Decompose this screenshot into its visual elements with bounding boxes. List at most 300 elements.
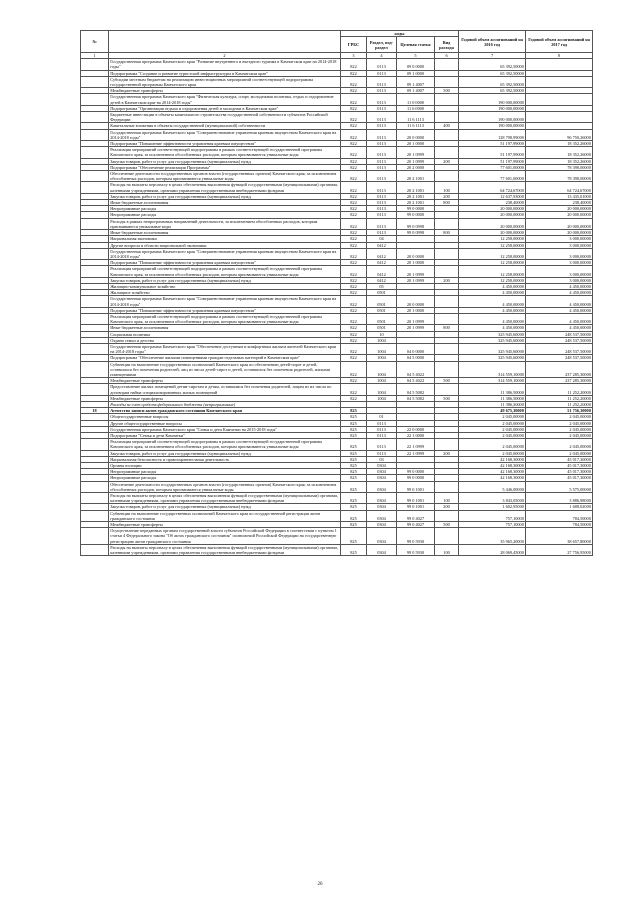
row-razdel: 0412	[367, 266, 397, 277]
row-vid	[435, 266, 459, 277]
row-value-2017: 45 017,30000	[526, 469, 593, 475]
row-grbs: 822	[341, 337, 367, 343]
row-vid	[435, 218, 459, 229]
row-grbs: 825	[341, 414, 367, 420]
row-target: 22 1 0000	[397, 433, 435, 439]
row-grbs: 825	[341, 439, 367, 450]
row-name: Непрограммные расходы	[109, 469, 341, 475]
row-name: Закупка товаров, работ и услуг для государственных (муниципальных) нужд	[109, 158, 341, 164]
row-razdel: 0113	[367, 218, 397, 229]
row-name: Государственная программа Камчатского края "Развитие внутреннего и въездного туризма в Камчатском крае на 2014-2018 годы"	[109, 59, 341, 70]
table-row	[81, 528, 593, 545]
row-value-2016: 4 450,00000	[459, 290, 526, 296]
row-razdel: 0412	[367, 277, 397, 283]
row-value-2017: 238,40000	[526, 200, 593, 206]
row-grbs: 825	[341, 475, 367, 481]
row-target: 99 0 0000	[397, 212, 435, 218]
row-name: Подпрограмма "Повышение эффективности управления краевым имуществом"	[109, 307, 341, 313]
row-value-2017: 20 000,00000	[526, 218, 593, 229]
table-row	[81, 76, 593, 87]
row-name: Жилищное хозяйство	[109, 290, 341, 296]
row-grbs: 822	[341, 171, 367, 182]
row-target: 20 2 1001	[397, 200, 435, 206]
row-value-2016: 2 045,00000	[459, 433, 526, 439]
row-vid	[435, 528, 459, 545]
row-value-2017: 51 756,30000	[526, 408, 593, 414]
row-name: Другие вопросы в области национальной экономики	[109, 242, 341, 248]
row-razdel: 0113	[367, 59, 397, 70]
row-razdel: 0304	[367, 493, 397, 504]
row-grbs: 822	[341, 236, 367, 242]
table-row	[81, 439, 593, 450]
row-razdel: 1004	[367, 395, 397, 401]
row-value-2016: 20 000,00000	[459, 212, 526, 218]
row-name: Закупка товаров, работ и услуг для государственных (муниципальных) нужд	[109, 504, 341, 510]
row-value-2017: 2 045,00000	[526, 433, 593, 439]
row-value-2016: 49 675,30000	[459, 408, 526, 414]
row-number	[81, 343, 109, 354]
row-vid	[435, 481, 459, 492]
row-razdel: 0113	[367, 141, 397, 147]
row-grbs: 822	[341, 212, 367, 218]
row-target: 04 5 5082	[397, 395, 435, 401]
row-value-2017: 2 045,00000	[526, 450, 593, 456]
row-grbs: 825	[341, 450, 367, 456]
row-vid	[435, 147, 459, 158]
row-grbs: 822	[341, 200, 367, 206]
row-value-2017: 1 688,02000	[526, 504, 593, 510]
row-target: 20 2 1001	[397, 193, 435, 199]
row-name: Охрана семьи и детства	[109, 337, 341, 343]
row-value-2016: 12 258,00000	[459, 248, 526, 259]
row-value-2017: 4 450,00000	[526, 313, 593, 324]
row-value-2016: 77 601,00000	[459, 164, 526, 170]
row-name: Межбюджетные трансферты	[109, 522, 341, 528]
col-vid-header: Вид расхода	[435, 37, 459, 53]
row-razdel: 0113	[367, 158, 397, 164]
row-target: 99 0 1001	[397, 504, 435, 510]
row-target: 99 0 0000	[397, 469, 435, 475]
row-razdel: 0113	[367, 193, 397, 199]
row-grbs: 825	[341, 510, 367, 521]
row-razdel: 0304	[367, 463, 397, 469]
budget-table	[80, 30, 593, 556]
row-grbs: 822	[341, 248, 367, 259]
row-name: Государственная программа Камчатского края "Совершенствование управления краевым имуществом Камчатского края на 2014-2018 годы"	[109, 248, 341, 259]
row-value-2017: 2 045,00000	[526, 414, 593, 420]
row-vid: 800	[435, 325, 459, 331]
row-number	[81, 182, 109, 193]
table-row	[81, 171, 593, 182]
row-value-2016: 4 450,00000	[459, 307, 526, 313]
row-value-2017: 38 657,80000	[526, 528, 593, 545]
row-name: Межбюджетные трансферты	[109, 88, 341, 94]
row-vid: 800	[435, 230, 459, 236]
row-vid: 100	[435, 493, 459, 504]
row-target: 09 1 0000	[397, 70, 435, 76]
row-target: 20 1 0000	[397, 260, 435, 266]
row-value-2016: 42 168,30000	[459, 463, 526, 469]
row-number	[81, 361, 109, 378]
row-value-2016: 238,40000	[459, 200, 526, 206]
row-razdel: 0113	[367, 129, 397, 140]
row-name: Межбюджетные трансферты	[109, 395, 341, 401]
row-value-2017: 4 450,00000	[526, 307, 593, 313]
row-target: 20 1 0000	[397, 307, 435, 313]
row-vid	[435, 439, 459, 450]
row-razdel: 1004	[367, 355, 397, 361]
row-value-2017: 237 285,30000	[526, 378, 593, 384]
row-value-2017: 2 045,00000	[526, 420, 593, 426]
row-value-2016: 65 392,50000	[459, 76, 526, 87]
row-value-2016: 325 945,60000	[459, 355, 526, 361]
row-number	[81, 76, 109, 87]
row-value-2016: 65 392,50000	[459, 88, 526, 94]
row-target: 11 6 1113	[397, 123, 435, 129]
row-name: Расходы на выплаты персоналу в целях обеспечения выполнения функций государственными (муниципальными) органами, казенными учреждениями, органами управления государственными внебюджетными фондами	[109, 182, 341, 193]
row-value-2016: 314 559,10000	[459, 378, 526, 384]
row-value-2017: 248 537,50000	[526, 337, 593, 343]
row-razdel: 0412	[367, 242, 397, 248]
row-name: Иные бюджетные ассигнования	[109, 200, 341, 206]
col-num-3: 3	[341, 53, 367, 59]
row-value-2017: 20 000,00000	[526, 230, 593, 236]
row-razdel: 0113	[367, 164, 397, 170]
row-razdel: 0304	[367, 522, 397, 528]
row-razdel: 0113	[367, 112, 397, 123]
row-target: 20 1 0999	[397, 313, 435, 324]
row-vid	[435, 94, 459, 105]
row-grbs: 822	[341, 76, 367, 87]
row-razdel: 1004	[367, 384, 397, 395]
table-row	[81, 481, 593, 492]
row-razdel: 0412	[367, 248, 397, 259]
row-razdel: 0501	[367, 313, 397, 324]
row-name: Непрограммные расходы	[109, 206, 341, 212]
row-value-2016: 11 386,50000	[459, 401, 526, 407]
row-grbs: 822	[341, 94, 367, 105]
row-name: Государственная программа Камчатского края "Совершенствование управления краевым имуществом Камчатского края на 2014-2018 годы"	[109, 296, 341, 307]
row-grbs: 822	[341, 355, 367, 361]
row-name: Другие общегосударственные вопросы	[109, 420, 341, 426]
row-name: Реализация мероприятий соответствующей подпрограммы в рамках соответствующей государственной программы Камчатского края, за исключением обособленных расходов, которым присваиваются уникальные коды	[109, 313, 341, 324]
row-value-2016: 2 045,00000	[459, 420, 526, 426]
row-value-2016: 314 559,10000	[459, 361, 526, 378]
row-value-2016: 20 000,00000	[459, 218, 526, 229]
row-value-2017: 2 045,00000	[526, 439, 593, 450]
row-value-2016: 2 045,00000	[459, 414, 526, 420]
row-razdel: 0113	[367, 200, 397, 206]
row-vid: 500	[435, 88, 459, 94]
row-razdel: 0304	[367, 528, 397, 545]
row-value-2017: 3 886,98000	[526, 493, 593, 504]
row-value-2016: 5 446,00000	[459, 481, 526, 492]
row-name: Расходы в рамках непрограммных направлений деятельности, за исключением обособленных расходов, которым присваиваются уникальные коды	[109, 218, 341, 229]
table-row	[81, 94, 593, 105]
row-vid	[435, 76, 459, 87]
row-value-2016: 190 000,00000	[459, 105, 526, 111]
row-value-2016: 190 000,00000	[459, 112, 526, 123]
row-value-2016: 28 069,45000	[459, 544, 526, 555]
row-name: Подпрограмма "Семья и дети Камчатки"	[109, 433, 341, 439]
row-vid: 100	[435, 544, 459, 555]
row-vid	[435, 248, 459, 259]
row-razdel: 1004	[367, 343, 397, 354]
row-target: 11 0 0000	[397, 94, 435, 105]
table-row	[81, 313, 593, 324]
row-value-2016: 51 197,99000	[459, 147, 526, 158]
budget-table-body	[81, 59, 593, 556]
table-row	[81, 59, 593, 70]
row-razdel: 0113	[367, 70, 397, 76]
row-value-2016: 12 258,00000	[459, 277, 526, 283]
row-number	[81, 218, 109, 229]
col-num-7: 7	[459, 53, 526, 59]
col-num-4: 4	[367, 53, 397, 59]
row-target: 09 1 4007	[397, 88, 435, 94]
row-value-2017	[526, 59, 593, 70]
row-value-2017	[526, 112, 593, 123]
row-vid: 200	[435, 193, 459, 199]
row-name: Социальная политика	[109, 331, 341, 337]
col-num-8: 8	[526, 53, 593, 59]
row-value-2017: 18 352,26000	[526, 147, 593, 158]
row-value-2016: 325 945,60000	[459, 331, 526, 337]
row-vid	[435, 112, 459, 123]
row-value-2017: 784,50000	[526, 522, 593, 528]
col-target-header: Целевая статья	[397, 37, 435, 53]
row-value-2017: 18 352,26000	[526, 141, 593, 147]
col-razdel-header: Раздел, под-раздел	[367, 37, 397, 53]
row-name: Расходы на выплаты персоналу в целях обеспечения выполнения функций государственными (муниципальными) органами, казенными учреждениями, органами управления государственными внебюджетными фондами	[109, 544, 341, 555]
row-value-2016: 3 843,05000	[459, 493, 526, 504]
row-grbs: 825	[341, 522, 367, 528]
row-grbs: 825	[341, 528, 367, 545]
row-target: 20 1 0999	[397, 158, 435, 164]
row-razdel: 0113	[367, 94, 397, 105]
row-target: 99 0 5930	[397, 528, 435, 545]
row-grbs: 822	[341, 88, 367, 94]
row-value-2017: 11 252,20000	[526, 401, 593, 407]
row-razdel: 0304	[367, 481, 397, 492]
row-razdel: 0113	[367, 426, 397, 432]
table-row	[81, 218, 593, 229]
row-number	[81, 59, 109, 70]
col-num-5: 5	[397, 53, 435, 59]
row-value-2017: 20 000,00000	[526, 212, 593, 218]
row-number	[81, 439, 109, 450]
row-grbs: 825	[341, 426, 367, 432]
col-num-2: 2	[109, 53, 341, 59]
row-value-2016: 4 450,00000	[459, 325, 526, 331]
row-value-2016: 2 045,00000	[459, 426, 526, 432]
row-value-2017: 4 450,00000	[526, 283, 593, 289]
row-razdel: 03	[367, 456, 397, 462]
row-grbs: 822	[341, 361, 367, 378]
row-vid	[435, 171, 459, 182]
row-target: 11 6 1113	[397, 112, 435, 123]
row-value-2016: 190 000,00000	[459, 123, 526, 129]
row-value-2017: 18 352,26000	[526, 158, 593, 164]
row-name: Государственная программа Камчатского края "Семья и дети Камчатки на 2015-2018 годы"	[109, 426, 341, 432]
row-value-2016: 11 386,50000	[459, 395, 526, 401]
col-num-6: 6	[435, 53, 459, 59]
row-name: Подпрограмма "Повышение эффективности управления краевым имуществом"	[109, 141, 341, 147]
row-grbs: 822	[341, 105, 367, 111]
page-number: 26	[317, 882, 323, 887]
row-value-2016: 12 258,00000	[459, 266, 526, 277]
row-target: 04 5 4022	[397, 378, 435, 384]
table-row	[81, 510, 593, 521]
row-value-2016: 190 000,00000	[459, 94, 526, 105]
row-value-2016: 42 168,30000	[459, 469, 526, 475]
row-name: Реализация мероприятий соответствующей подпрограммы в рамках соответствующей государственной программы Камчатского края, за исключением обособленных расходов, которым присваиваются уникальные коды	[109, 439, 341, 450]
row-name: Субвенции на выполнение государственных полномочий Камчатского края по государственной регистрации актов гражданского состояния	[109, 510, 341, 521]
row-name: Капитальные вложения в объекты государственной (муниципальной) собственности	[109, 123, 341, 129]
row-target: 20 1 0000	[397, 141, 435, 147]
row-value-2017: 64 724,67000	[526, 182, 593, 193]
row-value-2016: 1 602,95000	[459, 504, 526, 510]
row-name: Непрограммные расходы	[109, 475, 341, 481]
row-value-2017: 3 000,00000	[526, 260, 593, 266]
row-value-2017: 96 750,26000	[526, 129, 593, 140]
row-value-2017: 78 398,00000	[526, 164, 593, 170]
row-grbs: 825	[341, 456, 367, 462]
row-name: Предоставление жилых помещений детям-сиротам и детям, оставшимся без попечения родителей, лицам из их числа по договорам найма специализированных жилых помещений	[109, 384, 341, 395]
row-grbs: 825	[341, 433, 367, 439]
row-grbs: 822	[341, 164, 367, 170]
col-2016-header: Годовой объем ассигнований на 2016 год	[459, 31, 526, 53]
row-grbs: 822	[341, 70, 367, 76]
row-value-2017: 45 017,30000	[526, 456, 593, 462]
row-target: 04 0 0000	[397, 343, 435, 354]
row-grbs: 822	[341, 283, 367, 289]
row-vid: 200	[435, 158, 459, 164]
row-grbs: 825	[341, 469, 367, 475]
row-value-2017	[526, 76, 593, 87]
row-value-2016: 12 637,93000	[459, 193, 526, 199]
row-razdel: 0113	[367, 230, 397, 236]
row-grbs: 822	[341, 296, 367, 307]
row-number	[81, 147, 109, 158]
row-value-2016: 2 045,00000	[459, 439, 526, 450]
row-value-2017: 3 000,00000	[526, 248, 593, 259]
col-2017-header: Годовой объем ассигнований на 2017 год	[526, 31, 593, 53]
row-name: Закупка товаров, работ и услуг для государственных (муниципальных) нужд	[109, 277, 341, 283]
row-razdel: 0113	[367, 105, 397, 111]
row-number	[81, 248, 109, 259]
row-target: 20 1 0999	[397, 277, 435, 283]
row-grbs: 822	[341, 158, 367, 164]
row-name: Государственная программа Камчатского края "Совершенствование управления краевым имуществом Камчатского края на 2014-2018 годы"	[109, 129, 341, 140]
row-value-2017: 237 285,30000	[526, 361, 593, 378]
row-number	[81, 384, 109, 395]
row-value-2017: 27 756,95000	[526, 544, 593, 555]
row-vid: 500	[435, 522, 459, 528]
row-razdel: 0304	[367, 475, 397, 481]
row-vid: 200	[435, 450, 459, 456]
row-grbs: 825	[341, 463, 367, 469]
row-target: 22 1 0999	[397, 439, 435, 450]
row-razdel: 0113	[367, 123, 397, 129]
row-grbs: 825	[341, 481, 367, 492]
row-name: Бюджетные инвестиции в объекты капитального строительства государственной собственности субъектов Российской Федерации	[109, 112, 341, 123]
row-target: 20 0 0000	[397, 248, 435, 259]
row-razdel: 0113	[367, 147, 397, 158]
row-target: 04 5 5082	[397, 384, 435, 395]
table-row	[81, 493, 593, 504]
row-target: 09 0 0000	[397, 59, 435, 70]
row-grbs: 822	[341, 277, 367, 283]
row-number	[81, 313, 109, 324]
row-number	[81, 129, 109, 140]
row-number: 18	[81, 408, 109, 414]
row-target: 20 2 1001	[397, 182, 435, 193]
row-razdel: 0304	[367, 469, 397, 475]
row-vid: 800	[435, 200, 459, 206]
row-name: Общегосударственные вопросы	[109, 414, 341, 420]
row-value-2017: 20 000,00000	[526, 206, 593, 212]
row-value-2016: 4 450,00000	[459, 313, 526, 324]
row-razdel: 0113	[367, 433, 397, 439]
row-target: 99 0 0000	[397, 206, 435, 212]
table-row	[81, 112, 593, 123]
row-grbs: 822	[341, 395, 367, 401]
row-value-2016: 4 450,00000	[459, 283, 526, 289]
row-name: Закупка товаров, работ и услуг для государственных (муниципальных) нужд	[109, 193, 341, 199]
row-vid: 100	[435, 182, 459, 193]
row-target: 99 0 0998	[397, 218, 435, 229]
row-grbs: 825	[341, 420, 367, 426]
row-grbs: 822	[341, 343, 367, 354]
header-row-top	[81, 31, 593, 37]
col-name-header	[109, 31, 341, 53]
row-value-2016: 65 392,50000	[459, 70, 526, 76]
row-vid: 400	[435, 123, 459, 129]
table-row	[81, 544, 593, 555]
row-razdel: 1004	[367, 337, 397, 343]
row-razdel: 0113	[367, 206, 397, 212]
row-grbs: 822	[341, 123, 367, 129]
row-target: 99 0 4027	[397, 522, 435, 528]
row-name: Государственная программа Камчатского края "Физическая культура, спорт, молодежная политика, отдых и оздоровление детей в Камчатском крае на 2014-2018 годы"	[109, 94, 341, 105]
row-razdel: 0113	[367, 450, 397, 456]
row-grbs: 825	[341, 408, 367, 414]
row-value-2017: 2 045,00000	[526, 426, 593, 432]
row-vid: 200	[435, 277, 459, 283]
row-value-2017: 45 017,30000	[526, 475, 593, 481]
row-grbs: 822	[341, 266, 367, 277]
row-value-2017: 784,50000	[526, 510, 593, 521]
row-grbs: 822	[341, 193, 367, 199]
row-value-2016: 12 258,00000	[459, 260, 526, 266]
table-row	[81, 182, 593, 193]
row-number	[81, 544, 109, 555]
row-target: 20 0 0000	[397, 129, 435, 140]
row-razdel: 01	[367, 414, 397, 420]
row-vid: 500	[435, 395, 459, 401]
row-value-2016: 51 197,99000	[459, 141, 526, 147]
row-name: Подпрограмма "Создание и развитие туристской инфраструктуры в Камчатском крае"	[109, 70, 341, 76]
row-grbs: 822	[341, 141, 367, 147]
row-value-2017: 248 537,50000	[526, 331, 593, 337]
row-name: Иные бюджетные ассигнования	[109, 230, 341, 236]
row-razdel: 05	[367, 283, 397, 289]
row-target: 20 1 0999	[397, 266, 435, 277]
row-number	[81, 493, 109, 504]
row-razdel: 0501	[367, 296, 397, 307]
row-value-2016: 20 000,00000	[459, 206, 526, 212]
